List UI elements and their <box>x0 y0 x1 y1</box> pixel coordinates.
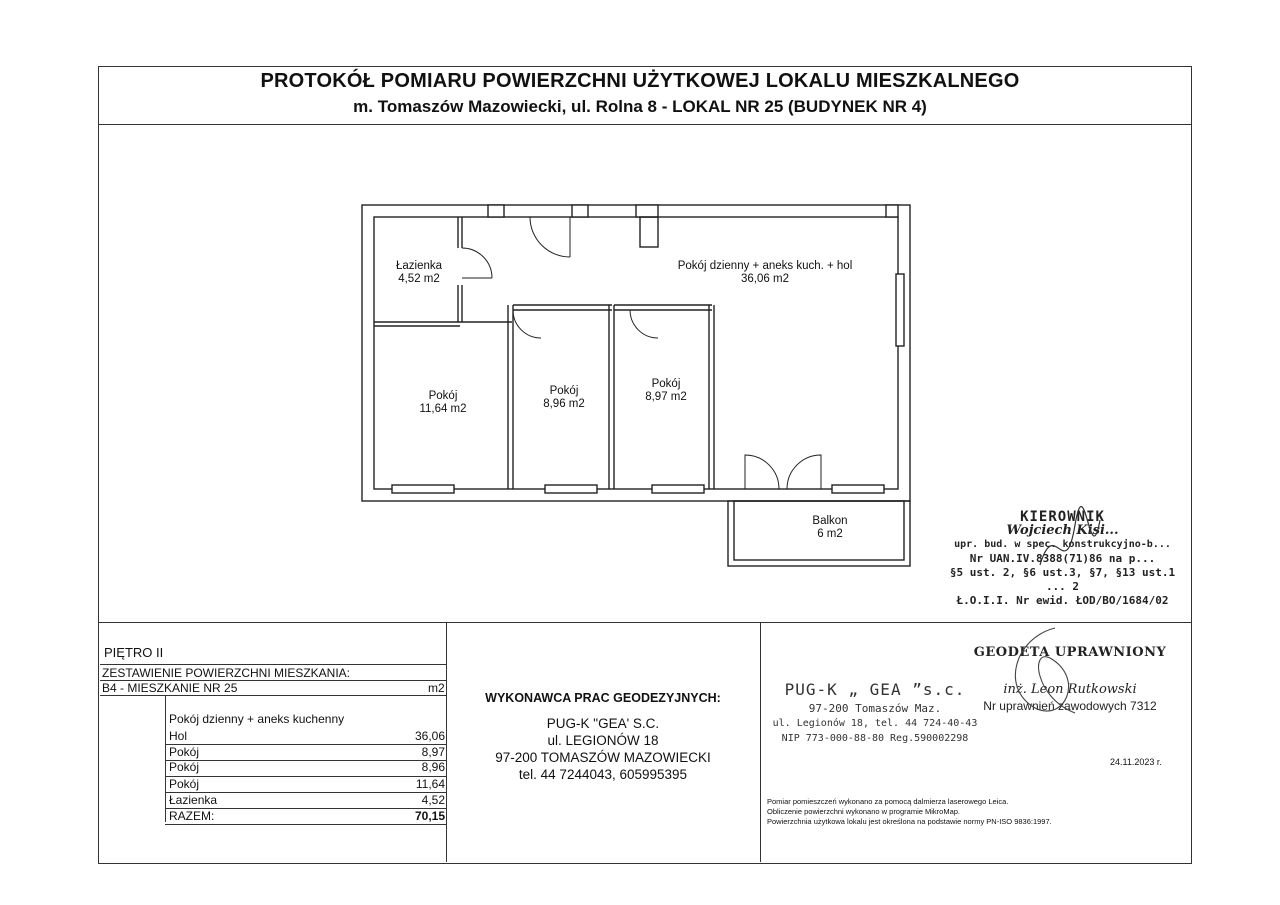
table-line <box>100 664 446 665</box>
note-line: Obliczenie powierzchni wykonano w programie MikroMap. <box>767 807 960 816</box>
summary-heading: ZESTAWIENIE POWIERZCHNI MIESZKANIA: <box>102 666 351 680</box>
floor-label: PIĘTRO II <box>104 645 164 660</box>
table-total-row <box>165 809 445 825</box>
room-name: Łazienka <box>395 260 443 272</box>
room-label-pokoj-1 <box>398 390 488 416</box>
room-area: 8,97 m2 <box>645 391 687 403</box>
gea-stamp-line2: ul. Legionów 18, tel. 44 724-40-43 <box>772 718 978 729</box>
room-area: 11,64 m2 <box>419 403 467 415</box>
kierownik-line6: Ł.O.I.I. Nr ewid. ŁOD/BO/1684/02 <box>956 594 1169 607</box>
unit-column-header: m2 <box>428 681 445 695</box>
kierownik-line2: Wojciech Kisi... <box>1006 523 1119 538</box>
total-label: RAZEM: <box>169 809 215 823</box>
room-label-lazienka <box>378 260 460 286</box>
table-row <box>165 793 445 809</box>
room-area: 8,96 m2 <box>543 398 585 410</box>
row-value: 8,97 <box>421 745 445 759</box>
note-line: Powierzchnia użytkowa lokalu jest określona na podstawie normy PN-ISO 9836:1997. <box>767 817 1052 826</box>
kierownik-line3: upr. bud. w spec. konstrukcyjno-b... <box>954 539 1171 550</box>
table-row <box>165 777 445 793</box>
gea-stamp-line3: NIP 773-000-88-80 Reg.590002298 <box>781 733 969 744</box>
row-label: Łazienka <box>169 793 218 807</box>
table-line <box>165 824 446 825</box>
contractor-name: PUG-K "GEA' S.C. <box>546 716 660 731</box>
row-value: 11,64 <box>415 777 445 791</box>
table-line <box>100 695 446 696</box>
gea-stamp-line1: 97-200 Tomaszów Maz. <box>808 702 942 715</box>
unit-label: B4 - MIESZKANIE NR 25 <box>102 681 238 695</box>
table-row <box>165 745 445 761</box>
col-divider-2 <box>760 622 761 862</box>
row-label: Pokój <box>169 777 200 791</box>
document-date: 24.11.2023 r. <box>1110 757 1162 767</box>
room-label-living <box>640 260 890 286</box>
surveyor-license: Nr uprawnień zawodowych 7312 <box>983 699 1157 713</box>
row-label: Pokój <box>169 760 200 774</box>
contractor-phone: tel. 44 7244043, 605995395 <box>518 767 688 782</box>
document-subtitle: m. Tomaszów Mazowiecki, ul. Rolna 8 - LOKAL NR 25 (BUDYNEK NR 4) <box>353 97 927 116</box>
room-label-pokoj-3 <box>624 378 708 404</box>
room-area: 6 m2 <box>817 528 843 540</box>
table-row <box>165 760 445 776</box>
gea-stamp <box>765 682 985 746</box>
gea-stamp-name: PUG-K „ GEA ”s.c. <box>784 680 966 699</box>
kierownik-line4: Nr UAN.IV.8388(71)86 na p... <box>969 552 1156 565</box>
room-name: Pokój <box>549 385 579 397</box>
room-name: Pokój dzienny + aneks kuch. + hol <box>677 260 853 272</box>
document-title: PROTOKÓŁ POMIARU POWIERZCHNI UŻYTKOWEJ LOKALU MIESZKALNEGO <box>260 70 1020 92</box>
note-line: Pomiar pomieszczeń wykonano za pomocą dalmierza laserowego Leica. <box>767 797 1009 806</box>
room-name: Pokój <box>428 390 458 402</box>
contractor-city: 97-200 TOMASZÓW MAZOWIECKI <box>495 750 711 765</box>
room-name: Pokój <box>651 378 681 390</box>
row-label: Pokój <box>169 745 200 759</box>
row-value: 36,06 <box>414 729 445 743</box>
table-row <box>165 729 445 745</box>
room-name: Balkon <box>812 515 848 527</box>
measurement-notes <box>767 797 1167 827</box>
kierownik-line1: KIEROWNIK <box>1020 509 1105 525</box>
row-value: 4,52 <box>421 793 445 807</box>
contractor-block <box>446 690 760 783</box>
surveyor-name: inż. Leon Rutkowski <box>1003 682 1137 697</box>
surveyor-signature <box>995 618 1105 728</box>
kierownik-line5: §5 ust. 2, §6 ust.3, §7, §13 ust.1 ... 2 <box>949 566 1176 593</box>
contractor-heading: WYKONAWCA PRAC GEODEZYJNYCH: <box>485 691 721 705</box>
contractor-street: ul. LEGIONÓW 18 <box>547 733 659 748</box>
room-area: 4,52 m2 <box>398 273 440 285</box>
room-label-pokoj-2 <box>522 385 606 411</box>
total-value: 70,15 <box>414 809 445 823</box>
row-label: Hol <box>169 729 188 743</box>
kierownik-signature <box>1030 505 1110 595</box>
row-value: 8,96 <box>421 760 445 774</box>
group-label: Pokój dzienny + aneks kuchenny <box>169 712 345 726</box>
room-label-balkon <box>770 515 890 541</box>
surveyor-title: GEODETA UPRAWNIONY <box>973 645 1167 660</box>
room-area: 36,06 m2 <box>741 273 789 285</box>
